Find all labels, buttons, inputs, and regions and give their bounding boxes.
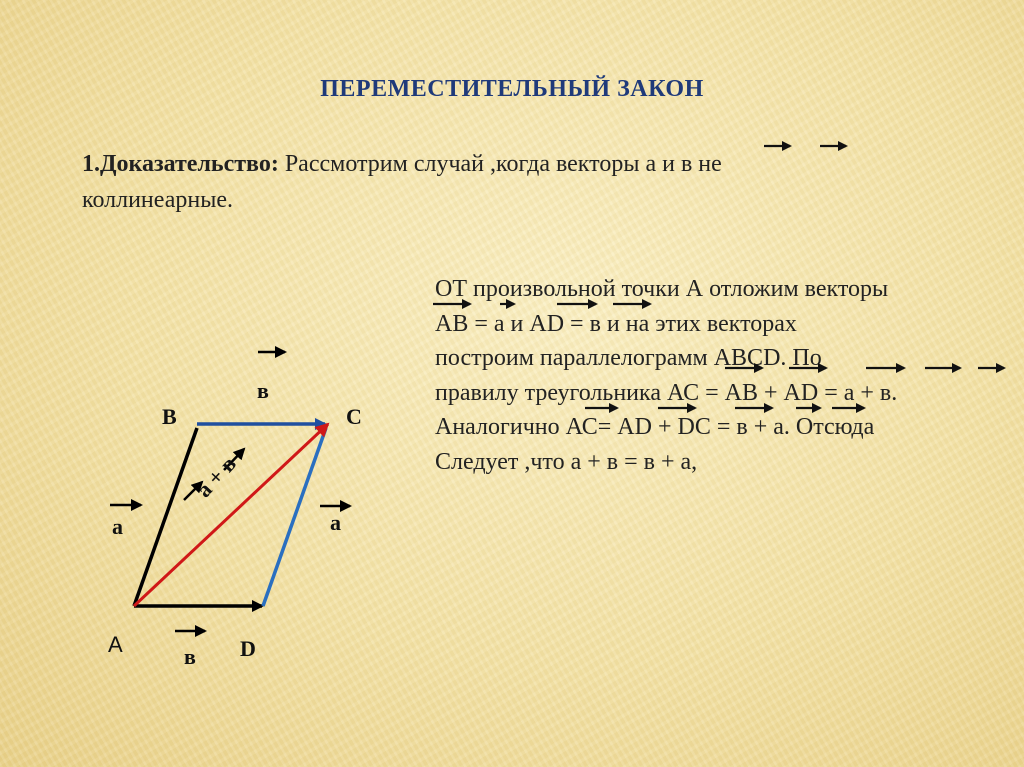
proof-vec-b: в — [680, 151, 693, 177]
diagram-vector-arrows — [110, 352, 350, 631]
vector-a-left-label: а — [112, 514, 123, 539]
vector-a-right-label: а — [330, 510, 341, 535]
explanation-line: АВ = а и АD = в и на этих векторах — [435, 310, 797, 337]
point-d-label: D — [240, 636, 256, 661]
explanation-line: построим параллелограмм АВСD. По — [435, 345, 822, 371]
explanation-line: правилу треугольника АС = АВ + АD = а + в. — [435, 379, 898, 406]
slide-title: ПЕРЕМЕСТИТЕЛЬНЫЙ ЗАКОН — [320, 76, 704, 102]
parallelogram-diagram — [134, 424, 328, 606]
explanation-line: Следует ,что а + в = в + а, — [435, 448, 698, 475]
vector-b-top-label: в — [257, 378, 269, 403]
proof-text-1: Рассмотрим случай ,когда векторы — [278, 151, 646, 177]
proof-line-2: коллинеарные. — [82, 187, 233, 213]
text-vector-arrows — [433, 146, 1004, 408]
point-a-label: А — [108, 632, 123, 657]
vector-sum-label: а + в — [191, 451, 241, 503]
vector-b-bottom-label: в — [184, 644, 196, 669]
proof-text-2: не — [692, 151, 722, 177]
vector-ab — [134, 428, 197, 606]
point-b-label: В — [162, 404, 177, 429]
explanation-line: ОТ произвольной точки А отложим векторы — [435, 276, 889, 302]
vector-ac-sum — [134, 424, 328, 606]
point-c-label: С — [346, 404, 362, 429]
proof-lead: 1.Доказательство: — [82, 151, 279, 177]
explanation-line: Аналогично АС= АD + DC = в + а. Отсюда — [435, 414, 875, 440]
proof-and: и — [656, 151, 681, 177]
proof-vec-a: а — [645, 151, 657, 177]
